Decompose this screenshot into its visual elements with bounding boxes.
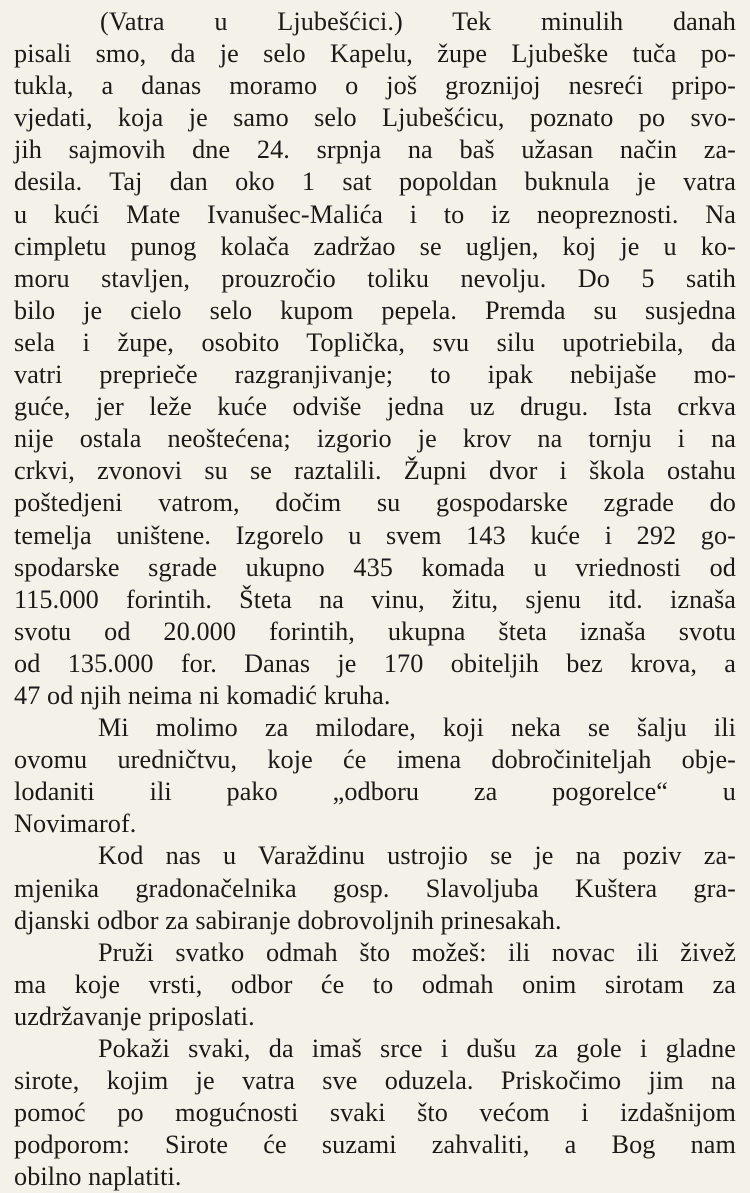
text-line: vatri preprieče razgranjivanje; to ipak nebijaše mo- <box>14 360 736 390</box>
text-line: Pokaži svaki, da imaš srce i dušu za gole i gladne <box>98 1034 736 1063</box>
text-line: spodarske sgrade ukupno 435 komada u vriednosti od <box>14 552 736 582</box>
text-line: djanski odbor za sabiranje dobrovoljnih prinesakah. <box>14 905 562 935</box>
text-line: desila. Taj dan oko 1 sat popoldan buknula je vatra <box>14 167 736 197</box>
text-line: sirote, kojim je vatra sve oduzela. Priskočimo jim na <box>14 1066 736 1096</box>
paragraph-closing-plea <box>14 1033 736 1193</box>
text-line: svotu od 20.000 forintih, ukupna šteta iznaša svotu <box>14 616 736 646</box>
text-line: podporom: Sirote će suzami zahvaliti, a Bog nam <box>14 1130 736 1160</box>
paragraph-donation-appeal <box>14 712 736 840</box>
text-line: od 135.000 for. Danas je 170 obiteljih bez krova, a <box>14 648 736 678</box>
text-line: temelja uništene. Izgorelo u svem 143 kuće i 292 go- <box>14 520 736 550</box>
text-line: cimpletu punog kolača zadržao se ugljen, koj je u ko- <box>14 231 736 261</box>
text-line: sela i župe, osobito Toplička, svu silu upotriebila, da <box>14 327 736 357</box>
text-line: 47 od njih neima ni komadić kruha. <box>14 680 391 710</box>
text-line: bilo je cielo selo kupom pepela. Premda su susjedna <box>14 295 736 325</box>
text-line: Pruži svatko odmah što možeš: ili novac ili živež <box>98 937 736 967</box>
text-line: pisali smo, da je selo Kapelu, župe Ljubeške tuča po- <box>14 39 736 69</box>
text-line: Novimarof. <box>14 809 137 839</box>
text-line: Kod nas u Varaždinu ustrojio se je na poziv za- <box>98 841 736 871</box>
text-line: Mi molimo za milodare, koji neka se šalju ili <box>98 713 736 743</box>
text-line: u kući Mate Ivanušec-Malića i to iz neopreznosti. Na <box>14 199 736 229</box>
text-line: nije ostala neoštećena; izgorio je krov na tornju i na <box>14 424 736 454</box>
text-line: pomoć po mogućnosti svaki što većom i izdašnijom <box>14 1098 736 1128</box>
text-line: moru stavljen, prouzročio toliku nevolju. Do 5 satih <box>14 263 736 293</box>
paragraph-give-now <box>14 937 736 1033</box>
text-line: ma koje vrsti, odbor će to odmah onim sirotam za <box>14 969 736 999</box>
text-line: 115.000 forintih. Šteta na vinu, žitu, sjenu itd. iznaša <box>14 584 736 614</box>
text-line: lodaniti ili pako „odboru za pogorelce“ u <box>14 777 736 807</box>
paragraph-committee <box>14 840 736 936</box>
text-line: obilno naplatiti. <box>14 1162 182 1192</box>
text-line: vjedati, koja je samo selo Ljubešćicu, poznato po svo- <box>14 103 736 133</box>
text-line: ovomu uredničtvu, koje će imena dobročiniteljah obje- <box>14 745 736 775</box>
text-line: guće, jer leže kuće odviše jedna uz drugu. Ista crkva <box>14 392 736 422</box>
text-line: mjenika gradonačelnika gosp. Slavoljuba Kuštera gra- <box>14 873 736 903</box>
text-line: tukla, a danas moramo o još groznijoj nesreći pripo- <box>14 71 736 101</box>
text-line: jih sajmovih dne 24. srpnja na baš užasan način za- <box>14 135 736 165</box>
paragraph-fire-report <box>14 6 736 712</box>
newspaper-article <box>14 6 736 1193</box>
text-line: (Vatra u Ljubešćici.) Tek minulih danah <box>100 7 736 36</box>
text-line: poštedjeni vatrom, dočim su gospodarske zgrade do <box>14 488 736 518</box>
text-line: uzdržavanje priposlati. <box>14 1001 255 1031</box>
text-line: crkvi, zvonovi su se raztalili. Župni dvor i škola ostahu <box>14 456 736 486</box>
